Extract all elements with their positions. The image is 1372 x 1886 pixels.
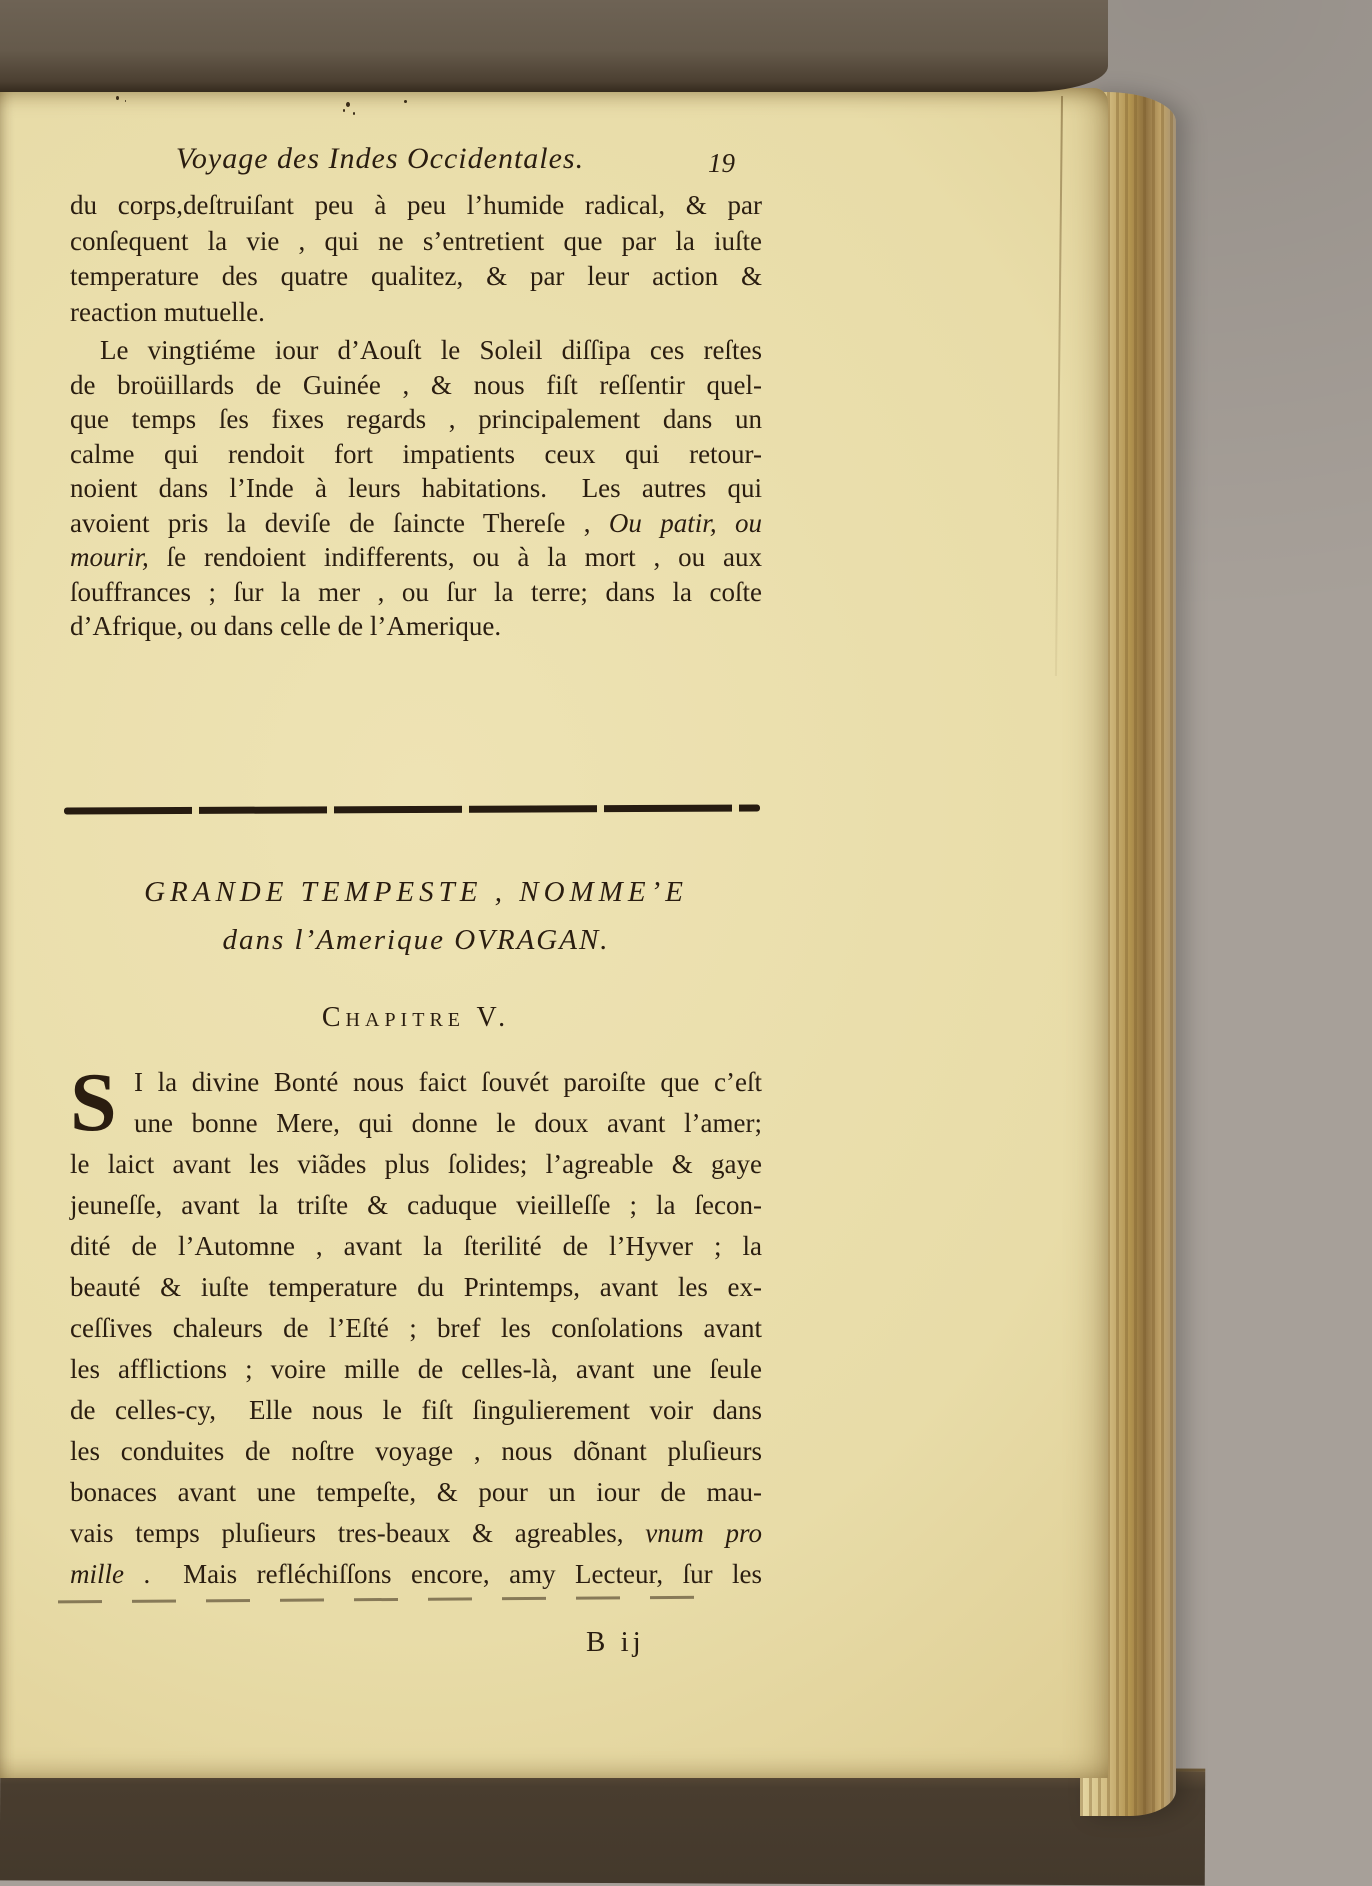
text-line: ceſſives chaleurs de l’Eſté ; bref les conſolations avant xyxy=(70,1313,762,1343)
paragraph xyxy=(70,1056,762,1595)
text-line: de broüillards de Guinée , & nous fiſt reſſentir quel- xyxy=(70,369,762,400)
text-line: calme qui rendoit fort impatients ceux qui retour- xyxy=(70,438,762,469)
text-line xyxy=(70,506,762,541)
text-line: ſouffrances ; ſur la mer , ou ſur la terre; dans la coſte xyxy=(70,576,762,607)
text-run: avoient pris la deviſe de ſaincte Thereſe , xyxy=(70,507,609,538)
text-line: les conduites de noſtre voyage , nous dõnant pluſieurs xyxy=(70,1436,762,1466)
text-line xyxy=(70,540,762,575)
text-run-italic: Ou patir, ou xyxy=(608,507,762,538)
text-run: vais temps pluſieurs tres-beaux & agreables, xyxy=(70,1518,646,1548)
text-run: . Mais refléchiſſons encore, amy Lecteur, ſur les xyxy=(124,1559,762,1589)
signature-mark: B ij xyxy=(586,1626,645,1658)
ink-speck xyxy=(346,102,350,107)
show-through-line xyxy=(58,1596,722,1604)
text-line: le laict avant les viãdes plus ſolides; l’agreable & gaye xyxy=(70,1149,762,1179)
section-title-line-2: dans l’Amerique OVRAGAN. xyxy=(222,924,610,956)
page-number: 19 xyxy=(708,148,735,178)
text-line: noient dans l’Inde à leurs habitations. Les autres qui xyxy=(70,473,762,503)
text-line: Le vingtiéme iour d’Aouſt le Soleil diſſipa ces reſtes xyxy=(100,335,762,365)
text-line: I la divine Bonté nous faict ſouvét paroiſte que c’eſt xyxy=(134,1067,762,1097)
text-line: du corps,deſtruiſant peu à peu l’humide radical, & par xyxy=(70,190,762,220)
ink-speck xyxy=(116,96,119,100)
paragraph xyxy=(70,188,762,330)
drop-cap: S xyxy=(70,1056,117,1149)
text-line: beauté & iuſte temperature du Printemps, avant les ex- xyxy=(70,1272,762,1302)
section-title-line-1: GRANDE TEMPESTE , NOMME’E xyxy=(144,876,688,908)
running-header: Voyage des Indes Occidentales. xyxy=(175,142,585,175)
text-line: jeuneſſe, avant la triſte & caduque vieilleſſe ; la ſecon- xyxy=(70,1190,762,1220)
text-line: conſequent la vie , qui ne s’entretient que par la iuſte xyxy=(70,225,762,256)
chapter-heading: Chapitre V. xyxy=(321,1002,511,1033)
section-divider-rule xyxy=(64,804,760,814)
text-run-italic: mourir, xyxy=(70,542,149,572)
book-cover-top-edge xyxy=(0,0,1108,92)
text-line: temperature des quatre qualitez, & par leur action & xyxy=(70,261,762,291)
text-line: de celles-cy, Elle nous le fiſt ſingulierement voir dans xyxy=(70,1395,762,1425)
text-run-italic: mille xyxy=(70,1559,124,1589)
book-page xyxy=(0,88,1108,1778)
text-line xyxy=(70,1513,762,1554)
text-line: bonaces avant une tempeſte, & pour un iour de mau- xyxy=(70,1477,762,1507)
text-run: ſe rendoient indifferents, ou à la mort , ou aux xyxy=(148,542,762,572)
text-line xyxy=(70,1554,762,1595)
text-line: reaction mutuelle. xyxy=(70,296,265,327)
text-line: que temps ſes fixes regards , principalement dans un xyxy=(70,404,762,434)
paragraph xyxy=(70,333,762,644)
text-line: dité de l’Automne , avant la ſterilité de l’Hyver ; la xyxy=(70,1231,762,1261)
book-cover-bottom-edge xyxy=(0,1763,1205,1885)
page-crease xyxy=(1055,96,1063,676)
text-line: les afflictions ; voire mille de celles-là, avant une ſeule xyxy=(70,1354,762,1384)
text-run-italic: vnum pro xyxy=(645,1518,762,1548)
ink-speck xyxy=(404,100,407,103)
text-line: d’Afrique, ou dans celle de l’Amerique. xyxy=(70,611,502,641)
text-line: une bonne Mere, qui donne le doux avant l’amer; xyxy=(134,1108,762,1138)
